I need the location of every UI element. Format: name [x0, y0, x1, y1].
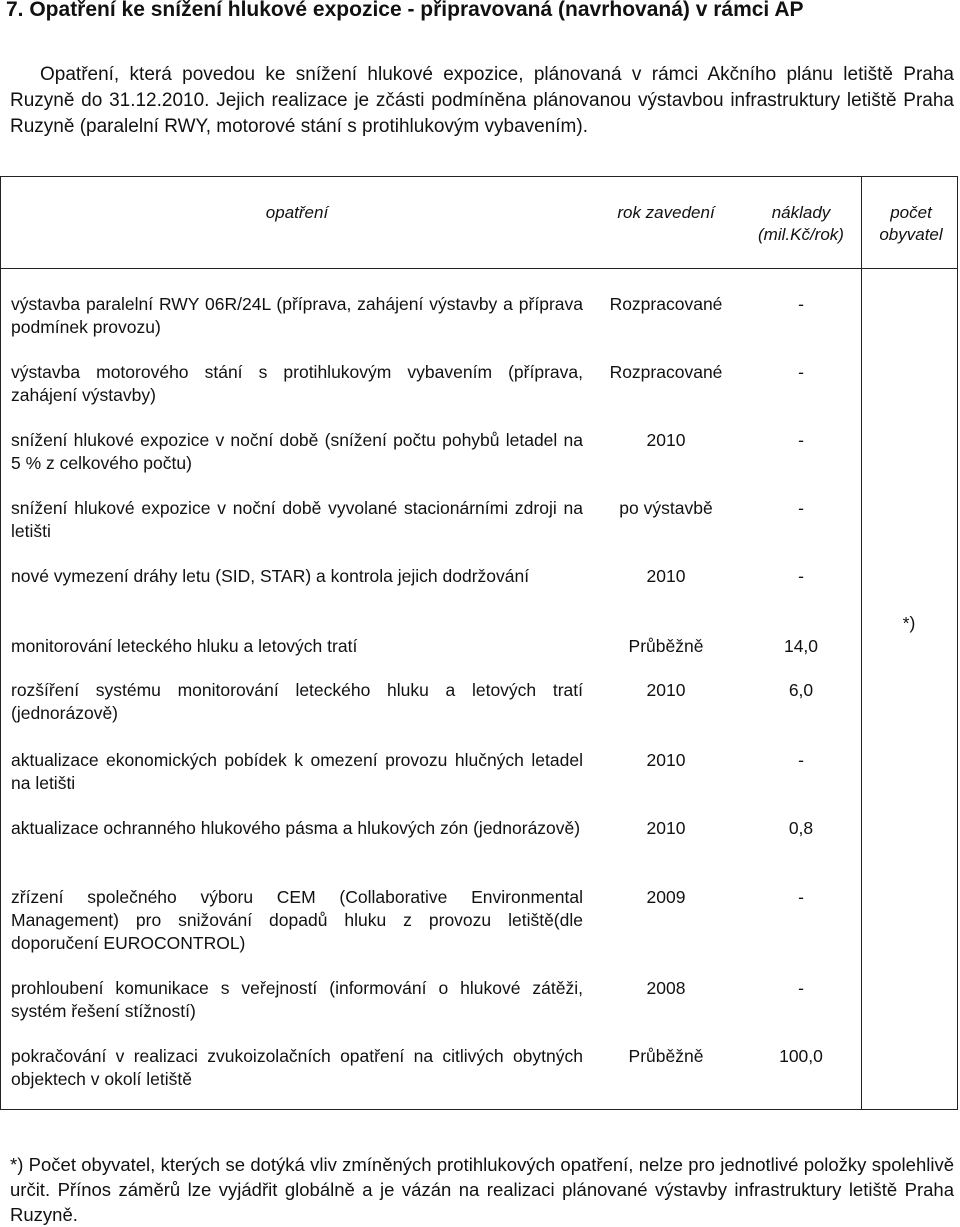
intro-text: Opatření, která povedou ke snížení hlukové expozice, plánovaná v rámci Akčního plánu letiště Praha Ruzyně do 31.12.2010. Jejich realizace je zčásti podmíněna plánovanou výstavbou infrastruktury letiště Praha Ruzyně (paralelní RWY, motorové stání s protihlukovým vybavením). — [10, 64, 954, 137]
cell-measure: zřízení společného výboru CEM (Collaborative Environmental Management) pro snižování dopadů hluku z provozu letiště(dle doporučení EUROCONTROL) — [11, 887, 583, 953]
cell-cost: - — [798, 294, 804, 314]
cell-year: Rozpracované — [609, 294, 723, 314]
cell-measure: nové vymezení dráhy letu (SID, STAR) a kontrola jejich dodržování — [11, 566, 530, 586]
cell-cost: - — [798, 430, 804, 450]
cell-cost: 6,0 — [788, 680, 814, 700]
intro-paragraph — [10, 62, 954, 140]
cell-year: po výstavbě — [619, 498, 713, 518]
cell-year: 2010 — [646, 680, 686, 700]
header-year: rok zavedení — [617, 203, 715, 222]
cell-year: 2010 — [646, 566, 686, 586]
table-header-divider — [1, 268, 957, 269]
cell-year: 2010 — [646, 818, 686, 838]
cell-measure: rozšíření systému monitorování leteckého hluku a letových tratí (jednorázově) — [11, 680, 583, 723]
cell-cost: 0,8 — [788, 818, 814, 838]
cell-year: Průběžně — [628, 1046, 704, 1066]
cell-measure: pokračování v realizaci zvukoizolačních opatření na citlivých obytných objektech v okolí letiště — [11, 1046, 583, 1089]
cell-year: Rozpracované — [609, 362, 723, 382]
section-heading: 7. Opatření ke snížení hlukové expozice - připravovaná (navrhovaná) v rámci AP — [6, 0, 804, 21]
cell-year: Průběžně — [628, 636, 704, 656]
cell-year: 2009 — [646, 887, 686, 907]
header-cost: náklady (mil.Kč/rok) — [758, 203, 844, 244]
cell-cost: - — [798, 566, 804, 586]
table-column-divider — [861, 177, 862, 1109]
cell-cost: - — [798, 750, 804, 770]
cell-measure: výstavba paralelní RWY 06R/24L (příprava, zahájení výstavby a příprava podmínek provozu) — [11, 294, 583, 337]
cell-measure: snížení hlukové expozice v noční době vyvolané stacionárními zdroji na letišti — [11, 498, 583, 541]
header-measure: opatření — [265, 203, 329, 222]
cell-year: 2010 — [646, 430, 686, 450]
cell-measure: výstavba motorového stání s protihlukovým vybavením (příprava, zahájení výstavby) — [11, 362, 583, 405]
header-population: počet obyvatel — [879, 203, 943, 244]
cell-cost: 14,0 — [783, 636, 819, 656]
population-note: *) — [902, 613, 916, 633]
cell-cost: - — [798, 498, 804, 518]
cell-year: 2010 — [646, 750, 686, 770]
cell-cost: - — [798, 887, 804, 907]
cell-measure: aktualizace ekonomických pobídek k omezení provozu hlučných letadel na letišti — [11, 750, 583, 793]
cell-cost: - — [798, 978, 804, 998]
cell-measure: snížení hlukové expozice v noční době (snížení počtu pohybů letadel na 5 % z celkového počtu) — [11, 430, 583, 473]
cell-year: 2008 — [646, 978, 686, 998]
measures-table — [0, 176, 958, 1110]
cell-cost: 100,0 — [779, 1046, 823, 1066]
cell-measure: prohloubení komunikace s veřejností (informování o hlukové zátěži, systém řešení stížností) — [11, 978, 583, 1021]
cell-measure: monitorování leteckého hluku a letových tratí — [11, 636, 358, 656]
cell-cost: - — [798, 362, 804, 382]
footnote: *) Počet obyvatel, kterých se dotýká vliv zmíněných protihlukových opatření, nelze pro jednotlivé položky spolehlivě určit. Přínos záměrů lze vyjádřit globálně a je vázán na realizaci plánované výstavby infrastruktury letiště Praha Ruzyně. — [10, 1154, 954, 1225]
cell-measure: aktualizace ochranného hlukového pásma a hlukových zón (jednorázově) — [11, 818, 581, 838]
